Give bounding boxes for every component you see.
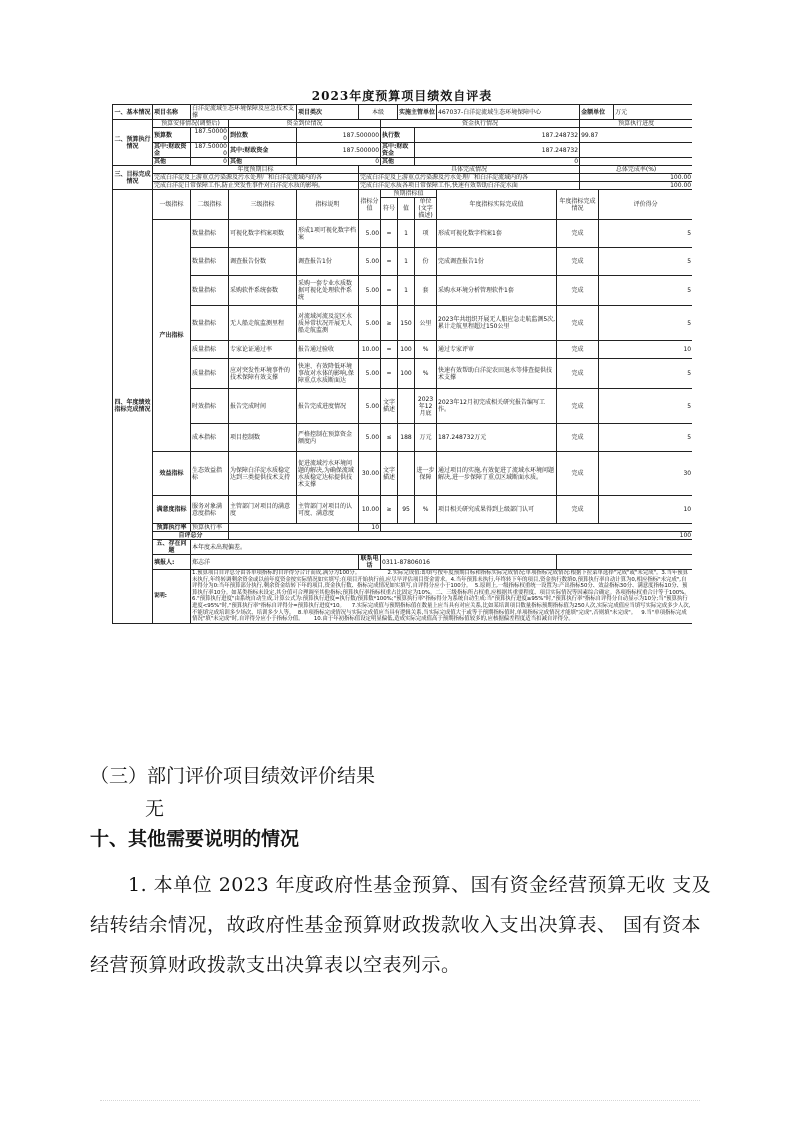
budget-row-label: 预算数 bbox=[153, 128, 191, 143]
indicator-symbol: = bbox=[381, 220, 398, 248]
indicator-unit: 公里 bbox=[415, 306, 437, 341]
budget-row bbox=[113, 128, 693, 143]
target-actual: 完成白洋淀水质各项日常保障工作,快速有效帮助白洋淀水面 bbox=[359, 182, 580, 190]
indicator-score: 5 bbox=[599, 424, 692, 452]
targets-section-label: 三、目标完成情况 bbox=[113, 166, 153, 190]
indicator-l2: 数量指标 bbox=[191, 220, 229, 248]
indicator-l2: 时效指标 bbox=[191, 389, 229, 424]
indicator-l3: 可视化数字档案项数 bbox=[229, 220, 297, 248]
section-heading-other: 十、其他需要说明的情况 bbox=[90, 828, 300, 850]
filler-label: 填报人: bbox=[153, 555, 191, 570]
target-row bbox=[113, 182, 693, 190]
indicator-actual: 2023年12月初完成相关研究报告编写工作。 bbox=[437, 389, 557, 424]
budget-row bbox=[113, 158, 693, 166]
indicator-weight: 5.00 bbox=[359, 359, 381, 389]
table-row bbox=[113, 341, 693, 359]
arrival-row-value: 0 bbox=[297, 158, 381, 166]
indicator-actual: 完成调查报告1份 bbox=[437, 248, 557, 276]
indicator-actual: 187.248732万元 bbox=[437, 424, 557, 452]
indicator-desc: 形成1项可视化数字档案 bbox=[297, 220, 359, 248]
budget-exec-empty bbox=[229, 524, 359, 532]
evaluation-table bbox=[112, 104, 692, 624]
indicator-status: 完成 bbox=[557, 424, 599, 452]
budget-head-row bbox=[113, 120, 693, 128]
indicator-desc: 报告通过验收 bbox=[297, 341, 359, 359]
table-row bbox=[113, 452, 693, 496]
head-l2: 二级指标 bbox=[191, 190, 229, 220]
indicator-actual: 通过专家评审 bbox=[437, 341, 557, 359]
indicator-head-row bbox=[113, 190, 693, 198]
project-name-label: 项目名称 bbox=[153, 105, 191, 120]
target-rate: 100.00 bbox=[580, 182, 692, 190]
basic-row bbox=[113, 105, 693, 120]
indicator-weight: 10.00 bbox=[359, 496, 381, 524]
indicator-symbol: ≤ bbox=[381, 424, 398, 452]
issues-section-label: 五、存在问题 bbox=[153, 540, 191, 555]
indicator-value: 1 bbox=[398, 220, 415, 248]
indicator-score: 5 bbox=[599, 276, 692, 306]
exec-row-label: 执行数 bbox=[381, 128, 415, 143]
indicator-status: 完成 bbox=[557, 341, 599, 359]
indicator-l3: 应对突发性环境事件的技术保障有效支撑 bbox=[229, 359, 297, 389]
indicator-value: 1 bbox=[398, 276, 415, 306]
indicator-actual: 项目相关研究成果得到上级部门认可 bbox=[437, 496, 557, 524]
exec-row-value: 187.248732 bbox=[415, 143, 580, 158]
indicator-l1: 产出指标 bbox=[153, 220, 191, 452]
indicator-score: 5 bbox=[599, 306, 692, 341]
indicator-actual: 形成可视化数字档案1套 bbox=[437, 220, 557, 248]
exec-row-value: 0 bbox=[415, 158, 580, 166]
head-weight: 指标分值 bbox=[359, 190, 381, 220]
budget-row bbox=[113, 143, 693, 158]
indicator-l2: 数量指标 bbox=[191, 276, 229, 306]
indicator-status: 完成 bbox=[557, 306, 599, 341]
arrival-row-value: 187.500000 bbox=[297, 128, 381, 143]
arrival-row-label: 其中:财政资金 bbox=[229, 143, 297, 158]
indicator-symbol: ≥ bbox=[381, 306, 398, 341]
rate-value bbox=[580, 158, 692, 166]
indicator-weight: 30.00 bbox=[359, 452, 381, 496]
indicator-actual: 2023年共组织开展无人船应急走航监测5次,累计走航里程超过150公里 bbox=[437, 306, 557, 341]
indicator-score: 10 bbox=[599, 496, 692, 524]
indicator-score: 5 bbox=[599, 389, 692, 424]
target-expected: 完成白洋淀日常保障工作,防止突发性事件对白洋淀水质的影响。 bbox=[153, 182, 359, 190]
arrival-row-label: 到位数 bbox=[229, 128, 297, 143]
head-actual: 年度指标实际完成值 bbox=[437, 190, 557, 220]
indicator-l3: 为保障白洋淀水质稳定达到三类提供技术支持 bbox=[229, 452, 297, 496]
phone-number: 0311-87806016 bbox=[381, 555, 557, 570]
indicator-l3: 项目控制数 bbox=[229, 424, 297, 452]
head-value: 值 bbox=[398, 198, 415, 220]
indicator-l2: 成本指标 bbox=[191, 424, 229, 452]
indicator-weight: 5.00 bbox=[359, 389, 381, 424]
indicator-l3: 采购软件系统套数 bbox=[229, 276, 297, 306]
rate-value: 99.87 bbox=[580, 128, 692, 143]
table-row bbox=[113, 359, 693, 389]
head-l3: 三级指标 bbox=[229, 190, 297, 220]
indicator-status: 完成 bbox=[557, 496, 599, 524]
indicator-unit: % bbox=[415, 496, 437, 524]
table-row bbox=[113, 389, 693, 424]
budget-head: 预算安排情况(调整后) bbox=[153, 120, 229, 128]
target-actual: 完成白洋淀及上游重点污染源及污水处理厂和白洋淀流域内的各 bbox=[359, 174, 580, 182]
indicator-weight: 5.00 bbox=[359, 276, 381, 306]
target-expected: 完成白洋淀及上游重点污染源及污水处理厂和白洋淀流域内的各 bbox=[153, 174, 359, 182]
indicator-actual: 采购水环境分析管理软件1套 bbox=[437, 276, 557, 306]
issues-text: 本年度未出现偏差。 bbox=[191, 540, 693, 555]
budget-exec-row bbox=[113, 524, 693, 532]
indicator-value bbox=[398, 389, 415, 424]
target-rate: 100.00 bbox=[580, 174, 692, 182]
table-row bbox=[113, 248, 693, 276]
table-row bbox=[113, 424, 693, 452]
indicator-symbol: 文字描述 bbox=[381, 452, 398, 496]
indicator-l3: 调查报告份数 bbox=[229, 248, 297, 276]
indicator-l3: 专家论证通过率 bbox=[229, 341, 297, 359]
indicator-status: 完成 bbox=[557, 452, 599, 496]
indicator-l3: 主管部门对项目的满意度 bbox=[229, 496, 297, 524]
table-row bbox=[113, 276, 693, 306]
self-evaluation-sheet bbox=[112, 88, 692, 720]
total-label: 自评总分 bbox=[153, 532, 229, 540]
indicator-unit: 项 bbox=[415, 220, 437, 248]
notes-row bbox=[113, 570, 693, 624]
head-unit: 单位(文字描述) bbox=[415, 198, 437, 220]
indicator-unit: 万元 bbox=[415, 424, 437, 452]
budget-section-label: 二、预算执行情况 bbox=[113, 120, 153, 166]
exec-row-label: 其中:财政资金 bbox=[381, 143, 415, 158]
arrival-row-value: 187.500000 bbox=[297, 143, 381, 158]
indicator-value: 100 bbox=[398, 341, 415, 359]
indicator-weight: 5.00 bbox=[359, 220, 381, 248]
indicator-weight: 5.00 bbox=[359, 248, 381, 276]
indicator-value: 95 bbox=[398, 496, 415, 524]
issues-row bbox=[113, 540, 693, 555]
indicator-unit: 份 bbox=[415, 248, 437, 276]
total-row bbox=[113, 532, 693, 540]
head-symbol: 符号 bbox=[381, 198, 398, 220]
indicator-symbol: ≥ bbox=[381, 496, 398, 524]
project-category-label: 项目类次 bbox=[297, 105, 359, 120]
indicator-desc: 对流域河流及淀区水质异常状况开展无人船走航监测 bbox=[297, 306, 359, 341]
sheet-title: 2023年度预算项目绩效自评表 bbox=[311, 89, 493, 103]
total-score: 100 bbox=[229, 532, 693, 540]
indicator-symbol: = bbox=[381, 248, 398, 276]
head-expected: 预期指标值 bbox=[381, 190, 437, 198]
indicator-desc: 调查报告1份 bbox=[297, 248, 359, 276]
exec-row-value: 187.248732 bbox=[415, 128, 580, 143]
budget-exec-rest bbox=[381, 524, 692, 532]
indicator-symbol: 文字描述 bbox=[381, 389, 398, 424]
budget-row-value: 187.500000 bbox=[191, 128, 229, 143]
basic-section-label: 一、基本情况 bbox=[113, 105, 153, 120]
indicator-score: 5 bbox=[599, 248, 692, 276]
budget-exec-weight: 10 bbox=[359, 524, 381, 532]
indicator-score: 5 bbox=[599, 220, 692, 248]
dept-eval-result: 无 bbox=[145, 798, 165, 820]
phone-label: 联系电话 bbox=[360, 555, 379, 569]
indicator-symbol: = bbox=[381, 359, 398, 389]
budget-row-label: 其中:财政资金 bbox=[153, 143, 191, 158]
indicator-value: 150 bbox=[398, 306, 415, 341]
budget-row-value: 0 bbox=[191, 158, 229, 166]
indicator-value: 188 bbox=[398, 424, 415, 452]
indicator-status: 完成 bbox=[557, 359, 599, 389]
head-score: 评价得分 bbox=[599, 190, 692, 220]
indicator-score: 10 bbox=[599, 341, 692, 359]
indicator-l2: 服务对象满意度指标 bbox=[191, 496, 229, 524]
indicator-l1: 效益指标 bbox=[153, 452, 191, 496]
amount-unit: 万元 bbox=[614, 105, 692, 120]
indicator-unit: % bbox=[415, 341, 437, 359]
indicators-section-label: 四、年度绩效指标完成情况 bbox=[113, 190, 153, 624]
section-heading-dept-eval: （三）部门评价项目绩效评价结果 bbox=[90, 765, 376, 787]
department-label: 本级 bbox=[359, 105, 398, 120]
table-row bbox=[113, 220, 693, 248]
indicator-l2: 数量指标 bbox=[191, 306, 229, 341]
indicator-symbol: = bbox=[381, 276, 398, 306]
indicator-desc: 严格控制在预算资金额度内 bbox=[297, 424, 359, 452]
indicator-desc: 采购一套专业水质数据可视化处理软件系统 bbox=[297, 276, 359, 306]
filler-name: 郑志洋 bbox=[191, 555, 359, 570]
indicator-actual: 通过项目的实施,有效促进了流域水环境问题解决,进一步保障了重点区域断面水质。 bbox=[437, 452, 557, 496]
indicator-status: 完成 bbox=[557, 276, 599, 306]
head-status: 年度指标完成情况 bbox=[557, 190, 599, 220]
arrival-head: 资金到位情况 bbox=[229, 120, 381, 128]
rate-value bbox=[580, 143, 692, 158]
budget-row-value: 187.500000 bbox=[191, 143, 229, 158]
indicator-desc: 促进流域污水环境问题的解决,为确保流域水质稳定达标提供技术支撑 bbox=[297, 452, 359, 496]
indicator-status: 完成 bbox=[557, 248, 599, 276]
indicator-unit: 套 bbox=[415, 276, 437, 306]
budget-exec-l2: 预算执行率 bbox=[191, 524, 229, 532]
indicator-score: 5 bbox=[599, 359, 692, 389]
other-paragraph: 1. 本单位 2023 年度政府性基金预算、国有资金经营预算无收 支及结转结余情况，故政府性基金预算财政拨款收入支出决算表、 国有资本经营预算财政拨款支出决算表以空表列示。 bbox=[90, 874, 712, 976]
total-rate-head: 总体完成率(%) bbox=[580, 166, 692, 174]
indicator-status: 完成 bbox=[557, 389, 599, 424]
notes-cell bbox=[191, 570, 693, 624]
filler-empty bbox=[557, 555, 692, 570]
indicator-status: 完成 bbox=[557, 220, 599, 248]
indicator-value: 100 bbox=[398, 359, 415, 389]
indicator-desc: 报告完成进度情况 bbox=[297, 389, 359, 424]
indicator-desc: 快速、有效降低环境事故对水体的影响,保障重点水质断面达 bbox=[297, 359, 359, 389]
budget-row-label: 其他 bbox=[153, 158, 191, 166]
table-row bbox=[113, 496, 693, 524]
head-l1: 一级指标 bbox=[153, 190, 191, 220]
indicator-score: 30 bbox=[599, 452, 692, 496]
expected-head: 年度预期目标 bbox=[153, 166, 359, 174]
indicator-value bbox=[398, 452, 415, 496]
indicator-l3: 无人船走航监测里程 bbox=[229, 306, 297, 341]
indicator-unit: 2023年12月底 bbox=[415, 389, 437, 424]
targets-head-row bbox=[113, 166, 693, 174]
indicator-weight: 5.00 bbox=[359, 424, 381, 452]
amount-unit-label: 金额单位 bbox=[580, 105, 614, 120]
indicator-l1: 满意度指标 bbox=[153, 496, 191, 524]
budget-exec-l1: 预算执行率 bbox=[153, 524, 191, 532]
indicator-unit: 进一步保障 bbox=[415, 452, 437, 496]
indicator-actual: 快速有效帮助白洋淀农田退水等排查提供技术支撑 bbox=[437, 359, 557, 389]
indicator-l3: 报告完成时间 bbox=[229, 389, 297, 424]
rate-head: 预算执行进度 bbox=[580, 120, 692, 128]
target-row bbox=[113, 174, 693, 182]
implementing-unit-label: 实施主管单位 bbox=[398, 105, 437, 120]
indicator-l2: 生态效益指标 bbox=[191, 452, 229, 496]
notes-label: 说明: bbox=[153, 570, 191, 624]
indicator-desc: 主管部门对项目的认可度、满意度 bbox=[297, 496, 359, 524]
indicator-l2: 质量指标 bbox=[191, 359, 229, 389]
execution-head: 资金执行情况 bbox=[381, 120, 580, 128]
indicator-l2: 数量指标 bbox=[191, 248, 229, 276]
actual-head: 具体完成情况 bbox=[359, 166, 580, 174]
indicator-weight: 10.00 bbox=[359, 341, 381, 359]
indicator-weight: 5.00 bbox=[359, 306, 381, 341]
implementing-unit: 467037-白洋淀流域生态环境保障中心 bbox=[437, 105, 580, 120]
arrival-row-label: 其他 bbox=[229, 158, 297, 166]
project-name: 白洋淀流域生态环境保障及应急技术支撑 bbox=[191, 105, 297, 120]
notes-text: 1.预算项目自评总分由各单项指标的自评得分合计而成,满分为100分。 2.实际完成值:即填写按年度预期目标和指标实际完成情况;单项指标完成情况:根据下拉菜单选择"完成"或"未完成"。3.当年预算未执行,年终转调剩余资金或以前年度资金按实际情况如实填写;在项目开始执行前,应尽早评估项目资金需求。4.当年预算未执行,年终转下年的项目,资金执行数填0,预算执行率自动计算为0,相应指标"未完成",自评得分为0:当年预算部分执行,剩余资金结转下年的项目,资金执行数、指标完成情况如实填写,自评得分应小于100分。 5.原则上,一级指标权重统一设置为:产出指标50分、效益指标30分、满意度指标10分、预算执行率10分。如某类指标未设定,其分值可合理调至其他指标;预算执行率指标权重占比固定为10%。二、三级指标所占权重,应根据其重要程度、项目实际情况等因素综合确定。各项指标权重合计等于100%。6."预算执行进度"由系统自动生成,计算公式为:预算执行进度=执行数/预算数*100%;"预算执行率"指标得分为系统自动生成:当"预算执行进度≥95%"时,"预算执行率"指标自评得分自动显示为10分;当"预算执行进度<95%"时,"预算执行率"指标自评得分=预算执行进度*10。 7.实际完成值与预期指标值在数量上应当具有对应关系,比如某培训项目数量指标预期指标值为250人次,实际完成值应当填写实际完成多少人次,不能填完成培训多少场次、培训多少人等。 8.单项指标完成情况与实际完成值应当具有逻辑关系,当实际完成值大于或等于预期指标值时,单项指标完成情况才能填"完成",否则填"未完成"。 9.当"单项指标完成情况"填"未完成"时,自评得分应小于指标分值。 10.由于年初指标值设定明显偏低,造成实际完成值高于预期指标值较多的,应核据偏差程度适当扣减自评得分。 bbox=[192, 570, 691, 623]
scan-artifact bbox=[100, 1100, 700, 1106]
table-row bbox=[113, 306, 693, 341]
indicator-l2: 质量指标 bbox=[191, 341, 229, 359]
filler-row bbox=[113, 555, 693, 570]
exec-row-label: 其他 bbox=[381, 158, 415, 166]
indicator-value: 1 bbox=[398, 248, 415, 276]
head-desc: 指标说明 bbox=[297, 190, 359, 220]
indicator-symbol: = bbox=[381, 341, 398, 359]
indicator-unit: % bbox=[415, 359, 437, 389]
